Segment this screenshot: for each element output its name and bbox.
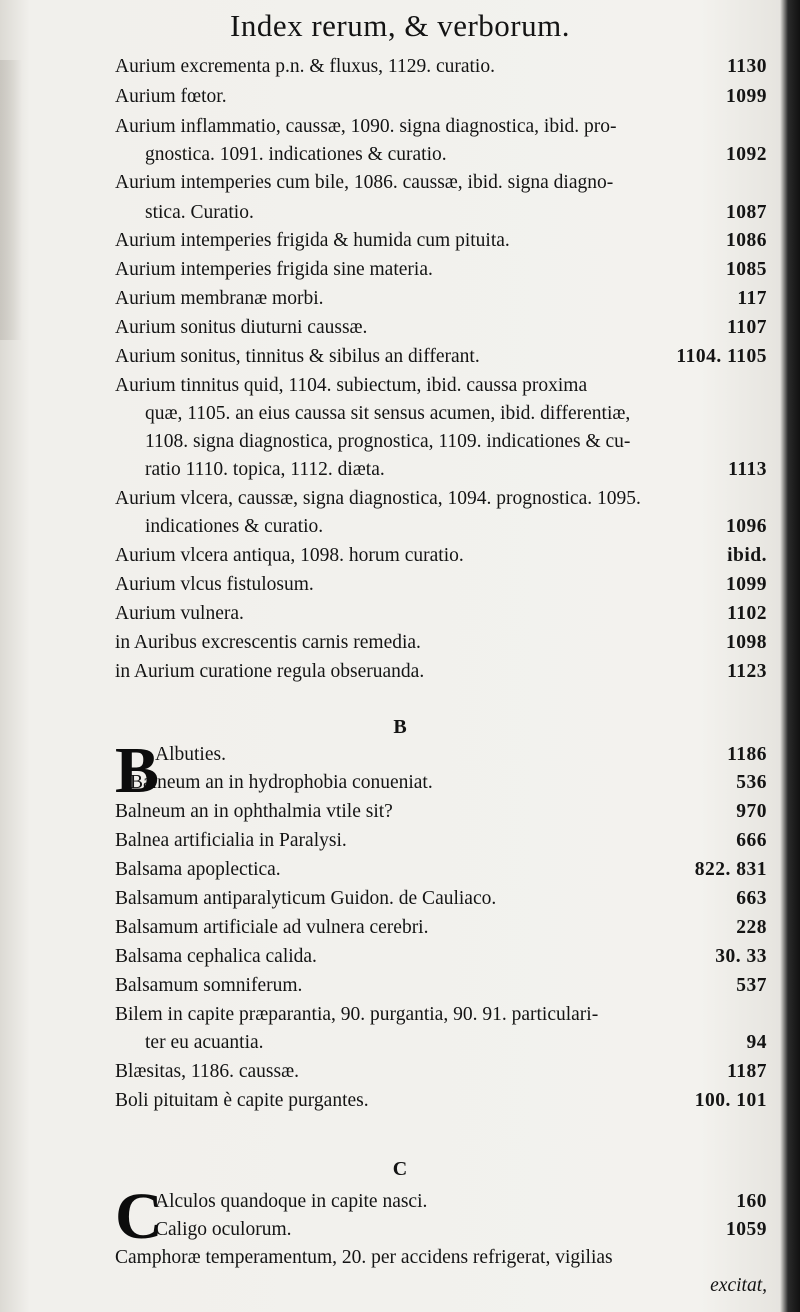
index-entry: Balsamum antiparalyticum Guidon. de Cauliaco. 663 [115,888,767,909]
index-entry: Balsamum artificiale ad vulnera cerebri. 228 [115,917,767,938]
index-entry: Aurium excrementa p.n. & fluxus, 1129. curatio. 1130 [115,56,767,77]
index-entry-continuation: indicationes & curatio. 1096 [145,516,767,537]
index-entry-continuation: ratio 1110. topica, 1112. diæta. 1113 [145,459,767,480]
index-entry: Aurium tinnitus quid, 1104. subiectum, ibid. caussa proxima [115,375,588,396]
index-entry: Aurium membranæ morbi. 117 [115,288,767,309]
index-entry: Balsama apoplectica. 822. 831 [115,859,767,880]
page-title: Index rerum, & verborum. [230,8,570,43]
index-entry: Aurium sonitus diuturni caussæ. 1107 [115,317,767,338]
index-entry-continuation: gnostica. 1091. indicationes & curatio. 1092 [145,144,767,165]
index-entry: Aurium intemperies frigida sine materia. 1085 [115,259,767,280]
index-entry: Aurium fœtor. 1099 [115,86,767,107]
index-entry: Aurium vulnera. 1102 [115,603,767,624]
index-entry-continuation: 1108. signa diagnostica, prognostica, 1109. indicationes & cu- [145,431,631,452]
index-entry-continuation: quæ, 1105. an eius caussa sit sensus acumen, ibid. differentiæ, [145,403,631,424]
index-entry: Balneum an in hydrophobia conueniat. 536 [130,772,767,793]
index-entry: Aurium vlcera antiqua, 1098. horum curatio. ibid. [115,545,767,566]
index-entry: Aurium sonitus, tinnitus & sibilus an differant. 1104. 1105 [115,346,767,367]
index-entry: Caligo oculorum. 1059 [155,1219,767,1240]
index-entry: Camphoræ temperamentum, 20. per accidens refrigerat, vigilias [115,1247,613,1268]
index-entry: in Aurium curatione regula obseruanda. 1123 [115,661,767,682]
index-entry: Aurium intemperies frigida & humida cum pituita. 1086 [115,230,767,251]
index-entry: Balnea artificialia in Paralysi. 666 [115,830,767,851]
index-entry: Balsama cephalica calida. 30. 33 [115,946,767,967]
index-entry: Aurium vlcus fistulosum. 1099 [115,574,767,595]
page-stain [0,60,22,340]
index-entry: Balsamum somniferum. 537 [115,975,767,996]
section-heading-b: B [393,716,407,738]
index-entry-continuation: stica. Curatio. 1087 [145,202,767,223]
index-entry: in Auribus excrescentis carnis remedia. 1098 [115,632,767,653]
index-entry: Aurium intemperies cum bile, 1086. caussæ, ibid. signa diagno- [115,172,614,193]
index-entry-continuation: excitat, [710,1275,767,1296]
section-heading-c: C [392,1158,408,1180]
index-entry: Bilem in capite præparantia, 90. purgantia, 90. 91. particulari- [115,1004,599,1025]
index-entry: Boli pituitam è capite purgantes. 100. 101 [115,1090,767,1111]
index-entry: Alculos quandoque in capite nasci. 160 [155,1191,767,1212]
index-entry: Blæsitas, 1186. caussæ. 1187 [115,1061,767,1082]
index-entry: Albuties. 1186 [155,744,767,765]
index-entry: Aurium vlcera, caussæ, signa diagnostica, 1094. prognostica. 1095. [115,488,641,509]
index-entry: Aurium inflammatio, caussæ, 1090. signa diagnostica, ibid. pro- [115,116,617,137]
dropcap-c: C [115,1180,163,1253]
index-entry: Balneum an in ophthalmia vtile sit? 970 [115,801,767,822]
index-entry-continuation: ter eu acuantia. 94 [145,1032,767,1053]
dropcap-b: B [115,734,160,807]
